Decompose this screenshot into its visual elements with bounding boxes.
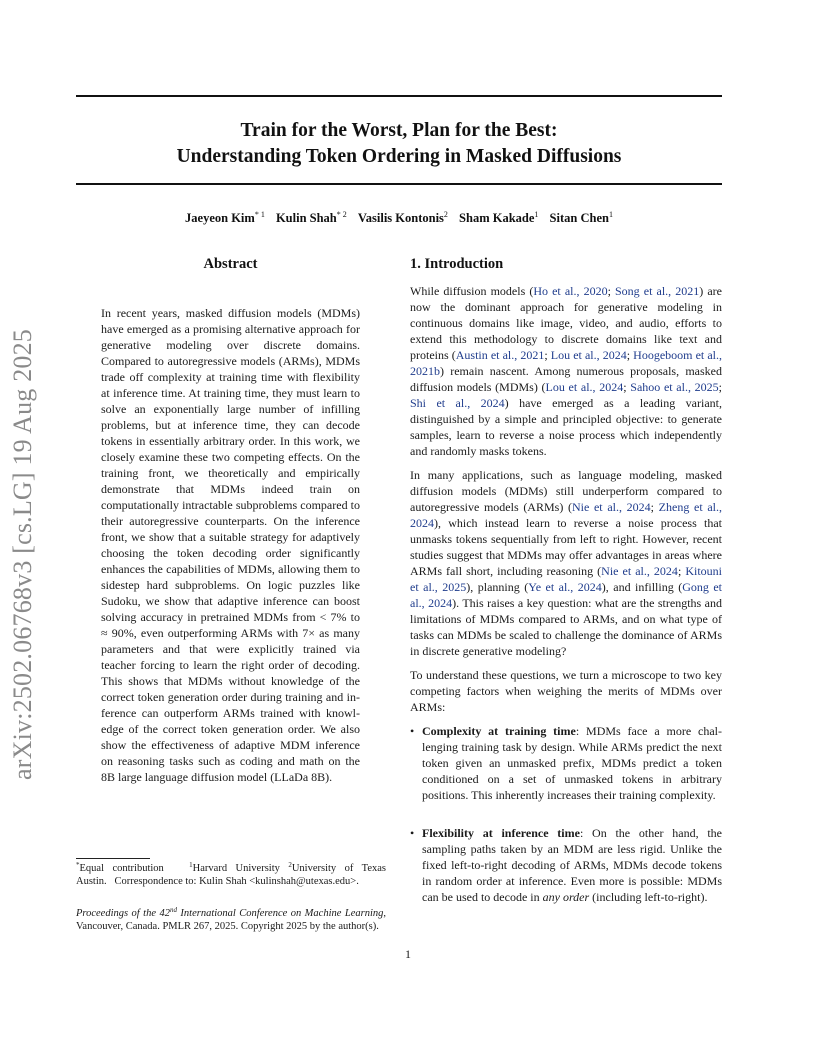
text: Harvard University [192, 863, 280, 874]
text: ), which instead learn to reverse a noise process that unmasks tokens sequentially from left to right. However, recent studies suggest that MDMs may offer advantages in areas where ARMs fall short, including reasoning ( [410, 516, 722, 578]
citation-link[interactable]: Ye et al., 2024 [528, 580, 602, 594]
emphasis: any order [542, 890, 590, 904]
intro-paragraph-2 [410, 467, 722, 659]
left-column [101, 256, 360, 785]
text: : On the other hand, the sampling paths taken by an MDM are less rigid. Unlike the fixed left-to-right decoding of ARMs, MDMs decode tokens in random order at inference. Even more is possible: MDMs can be used to decode in [422, 826, 722, 904]
footnote-rule [76, 858, 150, 859]
text: (including left-to-right). [589, 890, 708, 904]
intro-paragraph-3: To understand these questions, we turn a microscope to two key competing factors when weighing the merits of MDMs over ARMs: [410, 668, 722, 714]
author [358, 211, 448, 225]
bullet-bold-lead: Complexity at training time [422, 724, 576, 738]
abstract-heading: Abstract [203, 256, 258, 272]
title-rule-top [76, 95, 722, 97]
bullet-item [410, 825, 722, 905]
text: : MDMs face a more challenging training task by design. While ARMs predict the next token given an unmasked prefix, MDMs predict a token conditioned on a set of unmasked tokens in arbitrary positions. This inherently increases their training complexity. [422, 724, 723, 802]
author-name: Jaeyeon Kim [185, 211, 255, 225]
citation-link[interactable]: Gong et al., 2024 [410, 580, 723, 610]
intro-paragraph-1 [410, 283, 722, 459]
text: International Conference on Machine Learning [176, 908, 384, 919]
title-line-2: Understanding Token Ordering in Masked Diffusions [176, 146, 622, 167]
page-number: 1 [405, 947, 411, 961]
author [276, 211, 347, 225]
text: ) have emerged as a leading variant, distinguished by a simple and principled objective: to generate samples, learn to reverse a noise process which independently and randomly masks tokens. [410, 396, 723, 458]
bullet-list [410, 723, 722, 905]
citation-link[interactable]: Nie et al., 2024 [571, 500, 651, 514]
bullet-bold-lead: Flexibility at inference time [422, 826, 580, 840]
author-name: Kulin Shah [275, 211, 337, 225]
right-column [410, 256, 722, 927]
text: ) remain nascent. Among numerous proposals, masked diffusion models (MDMs) ( [410, 364, 722, 394]
author-name: Sham Kakade [459, 211, 535, 225]
correspondence: Correspondence to: Kulin Shah <kulinshah@utexas.edu>. [114, 876, 359, 887]
citation-link[interactable]: Lou et al., 2024 [550, 348, 627, 362]
text: Proceedings of the 42 [76, 908, 170, 919]
footnote [76, 862, 386, 888]
author [185, 211, 265, 225]
section-heading-introduction: 1. Introduction [410, 256, 504, 272]
citation-link[interactable]: Sahoo et al., 2025 [630, 380, 719, 394]
author-affiliation: 1 [608, 210, 613, 219]
abstract-body: In recent years, masked diffusion models (MDMs) have emerged as a promising alternative approach for generative modeling over discrete domains. Compared to autoregressive models (ARMs), MDMs trade off complexity at training time with flexibility at inference time. At training time, they must learn to solve an exponentially large number of infilling problems, but at inference time, they can decode tokens in essentially arbitrary order. In this work, we closely examine these two competing effects. On the training front, we theoretically and empirically demonstrate that MDMs indeed train on computationally intractable subproblems compared to their autoregressive counterparts. On the inference front, we show that a suitable strategy for adaptively choosing the token decoding order significantly enhances the capabilities of MDMs, allowing them to sidestep hard subproblems. On logic puzzles like Sudoku, we show that adaptive inference can boost solving accuracy in pretrained MDMs from < 7% to ≈ 90%, even outperforming ARMs with 7× as many parameters and that were explicitly trained via teacher forcing to learn the right order of decoding. This shows that MDMs without knowledge of the correct token generation order during training and inference can outperform ARMs trained with knowledge of the correct token generation order. We also show the effectiveness of adaptive MDM inference on reasoning tasks such as coding and math on the 8B large language diffusion model (LLaDa 8B). [101, 306, 360, 784]
author-affiliation: 2 [443, 210, 448, 219]
citation-link[interactable]: Shi et al., 2024 [410, 396, 505, 410]
proceedings-note [76, 907, 386, 933]
paper-title [76, 118, 722, 170]
citation-link[interactable]: Song et al., 2021 [615, 284, 700, 298]
author-affiliation: * 2 [336, 210, 347, 219]
text: ; [650, 500, 659, 514]
citation-link[interactable]: Hoogeboom et al., 2021b [410, 348, 723, 378]
text: ), planning ( [466, 580, 529, 594]
author [550, 211, 613, 225]
text: Equal contribution [79, 863, 164, 874]
citation-link[interactable]: Austin et al., 2021 [455, 348, 545, 362]
text: ), and infilling ( [601, 580, 683, 594]
text: ). This raises a key question: what are the strengths and limitations of MDMs compared to ARMs, and on what type of tasks can MDMs be scaled to challenge the dominance of ARMs in discrete generative modeling? [410, 596, 722, 658]
text: ; [677, 564, 686, 578]
footnote-mark: * [76, 861, 80, 869]
text: ; [544, 348, 551, 362]
author-list [76, 211, 722, 226]
author-affiliation: * 1 [254, 210, 265, 219]
arxiv-stamp: arXiv:2502.06768v3 [cs.LG] 19 Aug 2025 [8, 329, 37, 780]
citation-link[interactable]: Zheng et al., 2024 [410, 500, 722, 530]
text: nd [169, 906, 177, 914]
citation-link[interactable]: Ho et al., 2020 [533, 284, 608, 298]
footnote-mark: 1 [189, 861, 193, 869]
author-name: Sitan Chen [549, 211, 609, 225]
author-affiliation: 1 [534, 210, 539, 219]
footnote-mark: 2 [288, 861, 292, 869]
title-rule-bottom [76, 183, 722, 185]
citation-link[interactable]: Lou et al., 2024 [545, 380, 624, 394]
text: In many applications, such as language modeling, masked diffusion models (MDMs) still underperform compared to autoregressive models (ARMs) ( [410, 468, 722, 514]
text: ; [718, 380, 722, 394]
title-line-1: Train for the Worst, Plan for the Best: [240, 120, 558, 141]
text: ) are now the dominant approach for generative modeling in continuous domains like image, video, and audio, efforts to extend this methodology to discrete domains like text and proteins ( [410, 284, 722, 362]
bullet-item [410, 723, 722, 803]
citation-link[interactable]: Kitouni et al., 2025 [410, 564, 722, 594]
text: ; [626, 348, 634, 362]
text: ; [623, 380, 631, 394]
text: ; [607, 284, 615, 298]
text: University of Texas Austin. [76, 863, 386, 887]
citation-link[interactable]: Nie et al., 2024 [601, 564, 678, 578]
text: , Vancouver, Canada. PMLR 267, 2025. Copyright 2025 by the author(s). [76, 908, 386, 932]
author-name: Vasilis Kontonis [357, 211, 444, 225]
text: While diffusion models ( [410, 284, 534, 298]
author [459, 211, 538, 225]
